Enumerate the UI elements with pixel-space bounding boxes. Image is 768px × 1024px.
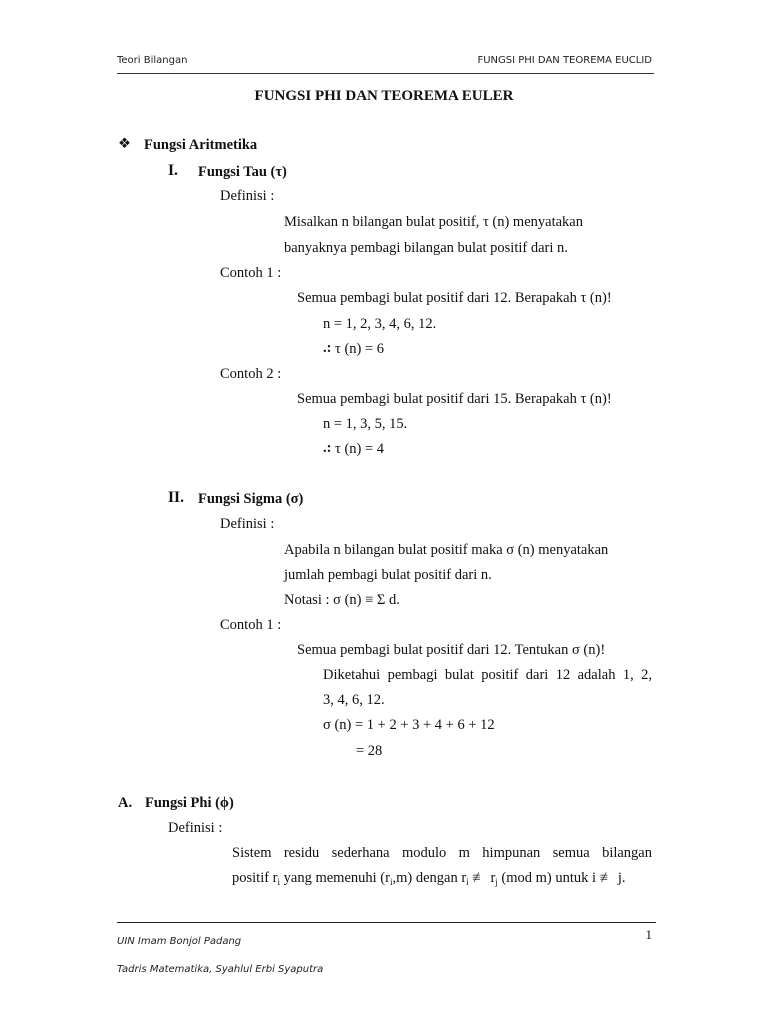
section-heading: Fungsi Aritmetika xyxy=(144,137,258,153)
sigma-heading: Fungsi Sigma (σ) xyxy=(198,491,304,507)
sigma-ex1-total: = 28 xyxy=(356,743,383,759)
tau-ex2-label: Contoh 2 : xyxy=(220,366,282,382)
phi-def-line2: positif $r_i$ yang memenuhi $(r_i,m)$ dengan $r_i$ ≢ $r_j$ (mod m) untuk i ≢ j. xyxy=(232,870,626,887)
footer-line1: UIN Imam Bonjol Padang xyxy=(117,936,242,947)
footer-divider xyxy=(117,922,656,923)
tau-def-line1: Misalkan n bilangan bulat positif, τ (n) menyatakan xyxy=(284,214,583,230)
tau-def-line2: banyaknya pembagi bilangan bulat positif dari n. xyxy=(284,240,568,256)
page-title: FUNGSI PHI DAN TEOREMA EULER xyxy=(254,88,514,104)
header-left: Teori Bilangan xyxy=(117,55,188,66)
sigma-ex1-line2: 3, 4, 6, 12. xyxy=(323,692,385,708)
tau-ex2-n: n = 1, 3, 5, 15. xyxy=(323,416,408,432)
tau-ex1-label: Contoh 1 : xyxy=(220,265,282,281)
header-right: FUNGSI PHI DAN TEOREMA EUCLID xyxy=(477,55,652,66)
sigma-numeral: II. xyxy=(168,489,184,506)
tau-ex2-result: τ (n) = 4 xyxy=(335,441,385,457)
tau-ex1-therefore: .: xyxy=(323,340,332,356)
tau-ex1-result: τ (n) = 6 xyxy=(335,341,385,357)
header-divider xyxy=(117,73,654,74)
footer-line2: Tadris Matematika, Syahlul Erbi Syaputra xyxy=(117,964,324,975)
sigma-def-line1: Apabila n bilangan bulat positif maka σ (n) menyatakan xyxy=(284,542,609,558)
tau-ex2-therefore: .: xyxy=(323,440,332,456)
phi-def-line1: Sistem residu sederhana modulo m himpunan semua bilangan xyxy=(232,845,652,861)
sigma-def-line3: Notasi : σ (n) ≡ Σ d. xyxy=(284,592,400,608)
tau-numeral: I. xyxy=(168,162,178,179)
section-bullet: ❖ xyxy=(118,136,131,152)
tau-heading: Fungsi Tau (τ) xyxy=(198,164,287,180)
sigma-ex1-label: Contoh 1 : xyxy=(220,617,282,633)
tau-ex2-question: Semua pembagi bulat positif dari 15. Berapakah τ (n)! xyxy=(297,391,612,407)
phi-numeral: A. xyxy=(118,795,133,811)
phi-def-label: Definisi : xyxy=(168,820,223,836)
sigma-def-line2: jumlah pembagi bulat positif dari n. xyxy=(284,567,492,583)
sigma-ex1-question: Semua pembagi bulat positif dari 12. Tentukan σ (n)! xyxy=(297,642,606,658)
phi-heading: Fungsi Phi (ϕ) xyxy=(145,795,234,811)
sigma-ex1-sum: σ (n) = 1 + 2 + 3 + 4 + 6 + 12 xyxy=(323,717,495,733)
tau-ex1-question: Semua pembagi bulat positif dari 12. Berapakah τ (n)! xyxy=(297,290,612,306)
sigma-def-label: Definisi : xyxy=(220,516,275,532)
sigma-ex1-line1: Diketahui pembagi bulat positif dari 12 adalah 1, 2, xyxy=(323,667,652,683)
tau-ex1-n: n = 1, 2, 3, 4, 6, 12. xyxy=(323,316,437,332)
page-number: 1 xyxy=(645,927,652,942)
tau-def-label: Definisi : xyxy=(220,188,275,204)
